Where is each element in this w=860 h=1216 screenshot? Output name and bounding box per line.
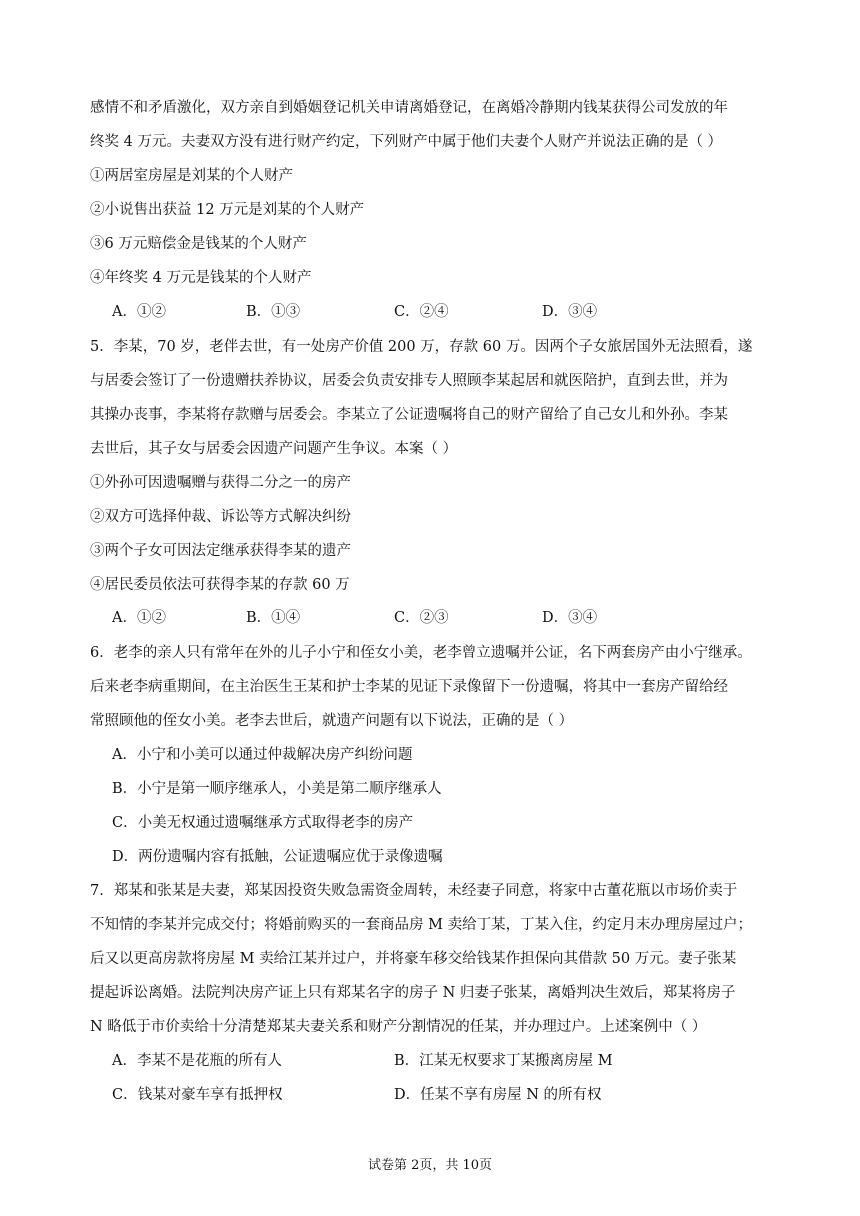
q4-option-b[interactable]: B．①③ <box>246 304 301 320</box>
q7-stem-line-2: 不知情的李某并完成交付；将婚前购买的一套商品房 M 卖给丁某，丁某入住，约定月末办理房屋过户； <box>90 917 753 933</box>
q7-option-d[interactable]: D．任某不享有房屋 N 的所有权 <box>394 1087 602 1103</box>
q4-option-a[interactable]: A．①② <box>112 304 166 320</box>
q5-option-c[interactable]: C．②③ <box>394 610 449 626</box>
q4-stem-line-1: 感情不和矛盾激化，双方亲自到婚姻登记机关申请离婚登记，在离婚冷静期内钱某获得公司发放的年 <box>90 100 728 116</box>
q6-stem-line-3: 常照顾他的侄女小美。老李去世后，就遗产问题有以下说法，正确的是（ ） <box>90 713 574 729</box>
q6-stem-line-1: 6．老李的亲人只有常年在外的儿子小宁和侄女小美，老李曾立遗嘱并公证，名下两套房产由小宁继承。 <box>90 645 752 661</box>
q5-options <box>112 608 772 628</box>
q6-option-b[interactable]: B．小宁是第一顺序继承人，小美是第二顺序继承人 <box>112 781 442 797</box>
q5-item-4: ④居民委员依法可获得李某的存款 60 万 <box>90 577 350 593</box>
page-footer: 试卷第 2页，共 10页 <box>367 1158 493 1173</box>
q5-item-1: ①外孙可因遗嘱赠与获得二分之一的房产 <box>90 475 351 491</box>
q7-option-b[interactable]: B．江某无权要求丁某搬离房屋 M <box>394 1053 613 1069</box>
q4-option-d[interactable]: D．③④ <box>542 304 598 320</box>
q4-options <box>112 302 772 322</box>
q4-option-c[interactable]: C．②④ <box>394 304 449 320</box>
q7-stem-line-4: 提起诉讼离婚。法院判决房产证上只有郑某名字的房子 N 归妻子张某，离婚判决生效后，郑某将房子 <box>90 985 736 1001</box>
q7-options-row-2 <box>112 1085 772 1105</box>
q5-option-b[interactable]: B．①④ <box>246 610 301 626</box>
q5-stem-line-3: 其操办丧事，李某将存款赠与居委会。李某立了公证遗嘱将自己的财产留给了自己女儿和外孙。李某 <box>90 407 728 423</box>
q5-stem-line-2: 与居委会签订了一份遗赠扶养协议，居委会负责安排专人照顾李某起居和就医陪护，直到去世，并为 <box>90 373 728 389</box>
q4-item-2: ②小说售出获益 12 万元是刘某的个人财产 <box>90 202 365 218</box>
q5-item-3: ③两个子女可因法定继承获得李某的遗产 <box>90 543 351 559</box>
q5-stem-line-1: 5．李某，70 岁，老伴去世，有一处房产价值 200 万，存款 60 万。因两个子女旅居国外无法照看，遂 <box>90 339 753 355</box>
q6-option-d[interactable]: D．两份遗嘱内容有抵触，公证遗嘱应优于录像遗嘱 <box>112 849 443 865</box>
q6-option-c[interactable]: C．小美无权通过遗嘱继承方式取得老李的房产 <box>112 815 414 831</box>
q6-stem-line-2: 后来老李病重期间，在主治医生王某和护士李某的见证下录像留下一份遗嘱，将其中一套房产留给经 <box>90 679 728 695</box>
q7-option-a[interactable]: A．李某不是花瓶的所有人 <box>112 1053 282 1069</box>
q5-option-a[interactable]: A．①② <box>112 610 166 626</box>
q7-stem-line-1: 7．郑某和张某是夫妻，郑某因投资失败急需资金周转，未经妻子同意，将家中古董花瓶以市场价卖于 <box>90 883 738 899</box>
q5-item-2: ②双方可选择仲裁、诉讼等方式解决纠纷 <box>90 509 351 525</box>
q7-stem-line-3: 后又以更高房款将房屋 M 卖给江某并过户，并将豪车移交给钱某作担保向其借款 50 万元。妻子张某 <box>90 951 737 967</box>
q5-stem-line-4: 去世后，其子女与居委会因遗产问题产生争议。本案（ ） <box>90 441 458 457</box>
q6-option-a[interactable]: A．小宁和小美可以通过仲裁解决房产纠纷问题 <box>112 747 413 763</box>
q4-item-1: ①两居室房屋是刘某的个人财产 <box>90 168 293 184</box>
q4-item-3: ③6 万元赔偿金是钱某的个人财产 <box>90 236 307 252</box>
q4-item-4: ④年终奖 4 万元是钱某的个人财产 <box>90 270 312 286</box>
q7-option-c[interactable]: C．钱某对豪车享有抵押权 <box>112 1087 283 1103</box>
q4-stem-line-2: 终奖 4 万元。夫妻双方没有进行财产约定，下列财产中属于他们夫妻个人财产并说法正确的是（ ） <box>90 134 723 150</box>
q7-stem-line-5: N 略低于市价卖给十分清楚郑某夫妻关系和财产分割情况的任某，并办理过户。上述案例中（ ） <box>90 1019 707 1035</box>
q5-option-d[interactable]: D．③④ <box>542 610 598 626</box>
q7-options-row-1 <box>112 1051 772 1071</box>
